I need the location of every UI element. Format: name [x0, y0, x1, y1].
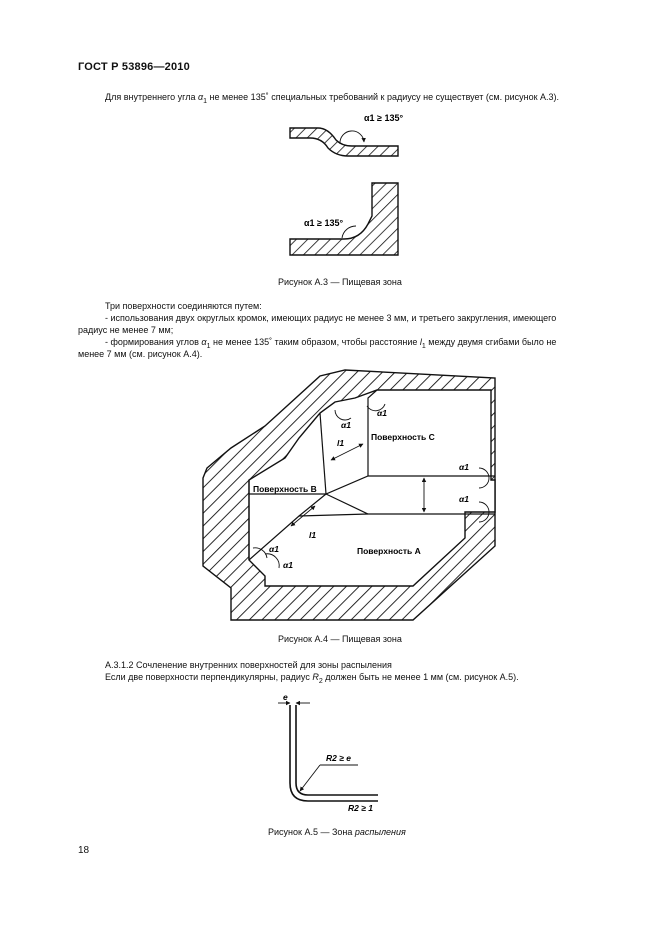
page-number: 18: [78, 845, 90, 856]
fig4-label-surface-b: Поверхность В: [253, 484, 317, 494]
fig4-label-alpha-top-left: α1: [341, 420, 351, 430]
paragraph-three-surfaces: Три поверхности соединяются путем:: [105, 301, 262, 311]
document-header: ГОСТ Р 53896—2010: [78, 61, 190, 73]
fig4-label-l1-top: l1: [337, 438, 345, 448]
fig4-label-alpha-top: α1: [377, 408, 387, 418]
fig3-bottom-label: α1 ≥ 135°: [304, 218, 344, 228]
fig4-label-alpha-right-top: α1: [459, 462, 469, 472]
figure-a3: [280, 108, 410, 268]
fig4-label-l1-bottom: l1: [309, 530, 317, 540]
fig3-top-profile: [290, 128, 398, 156]
paragraph-list-item-1-cont: радиус не менее 7 мм;: [78, 325, 174, 335]
fig5-label-r2e: R2 ≥ e: [326, 753, 351, 763]
fig4-label-alpha-right-bottom: α1: [459, 494, 469, 504]
fig5-label-e: e: [283, 693, 288, 702]
figure-a5: [268, 693, 398, 813]
fig4-label-surface-c: Поверхность С: [371, 432, 435, 442]
fig3-top-angle-arc: [340, 131, 364, 144]
figure-a4: [195, 368, 500, 630]
fig3-top-label: α1 ≥ 135°: [364, 113, 404, 123]
paragraph-list-item-1: - использования двух округлых кромок, имеющих радиус не менее 3 мм, и третьего закругления, имеющего: [105, 313, 557, 323]
paragraph-inner-angle: Для внутреннего угла $\alpha_1$ не менее 135˚ специальных требований к радиусу не существует (см. рисунок А.3).: [105, 92, 560, 105]
paragraph-list-item-2-cont: менее 7 мм (см. рисунок А.4).: [78, 349, 203, 359]
figure-a4-caption: Рисунок А.4 — Пищевая зона: [278, 634, 402, 644]
section-paragraph: Если две поверхности перпендикулярны, радиус $R_2$ должен быть не менее 1 мм (см. рисунок А.5).: [105, 672, 519, 685]
fig4-label-surface-a: Поверхность А: [357, 546, 421, 556]
section-heading: А.3.1.2 Сочленение внутренних поверхностей для зоны распыления: [105, 660, 392, 670]
fig5-leader-r2e: [300, 765, 320, 791]
fig4-label-alpha-bottom: α1: [283, 560, 293, 570]
paragraph-list-item-2: - формирования углов $\alpha_1$ не менее 135˚ таким образом, чтобы расстояние $l_1$ между двумя сгибами было не: [105, 337, 557, 350]
figure-a3-caption: Рисунок А.3 — Пищевая зона: [278, 277, 402, 287]
fig5-label-r21: R2 ≥ 1: [348, 803, 373, 813]
figure-a5-caption: Рисунок А.5 — Зона распыления: [268, 827, 406, 837]
fig3-bottom-angle-arc: [342, 226, 356, 238]
fig4-label-alpha-bottom-left: α1: [269, 544, 279, 554]
